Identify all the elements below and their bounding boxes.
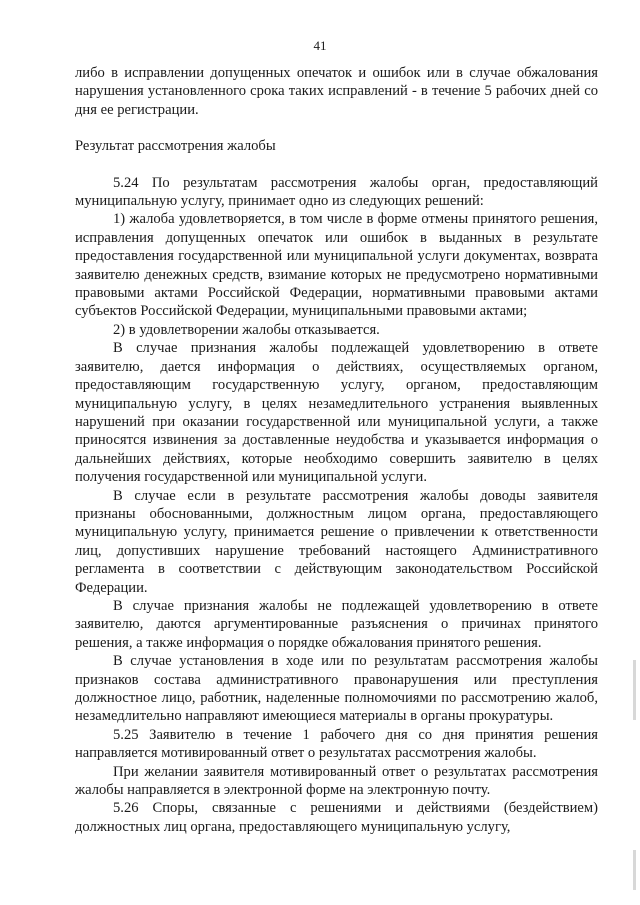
- paragraph-violation-signs: В случае установления в ходе или по результатам рассмотрения жалобы признаков состава административного правонарушения или преступления должностное лицо, работник, наделенные полномочиями по рассмотрению жалоб, незамедлительно направляют имеющиеся материалы в органы прокуратуры.: [75, 653, 598, 725]
- page-number: 41: [313, 38, 327, 53]
- paragraph-rejected-complaint: В случае признания жалобы не подлежащей удовлетворению в ответе заявителю, даются аргументированные разъяснения о причинах принятого решения, а также информация о порядке обжалования принятого решения.: [75, 597, 598, 651]
- paragraph-5-24: 5.24 По результатам рассмотрения жалобы орган, предоставляющий муниципальную услугу, принимает одно из следующих решений:: [75, 174, 598, 210]
- paragraph-justified-arguments: В случае если в результате рассмотрения жалобы доводы заявителя признаны обоснованными, должностным лицом органа, предоставляющего муниципальную услугу, принимается решение о привлечении к ответственности лиц, допустивших нарушение требований настоящего Административного регламента в соответствии с действующим законодательством Российской Федерации.: [75, 487, 598, 596]
- document-body: [75, 64, 598, 836]
- intro-paragraph: либо в исправлении допущенных опечаток и ошибок или в случае обжалования нарушения установленного срока таких исправлений - в течение 5 рабочих дней со дня ее регистрации.: [75, 65, 598, 118]
- list-item-2: 2) в удовлетворении жалобы отказывается.: [113, 321, 380, 338]
- scan-edge-mark: [633, 850, 636, 890]
- paragraph-satisfied-complaint: В случае признания жалобы подлежащей удовлетворению в ответе заявителю, дается информация о действиях, осуществляемых органом, предоставляющим государственную услугу, органом, предоставляющим муниципальную услугу, в целях незамедлительного устранения выявленных нарушений при оказании государственной или муниципальной услуги, а также приносятся извинения за доставленные неудобства и указывается информация о дальнейших действиях, которые необходимо совершить заявителю в целях получения государственной или муниципальной услуги.: [75, 340, 598, 486]
- paragraph-electronic-answer: При желании заявителя мотивированный ответ о результатах рассмотрения жалобы направляется в электронной форме на электронную почту.: [75, 763, 598, 799]
- list-item-1: 1) жалоба удовлетворяется, в том числе в форме отмены принятого решения, исправления допущенных опечаток или ошибок в выданных в результате предоставления государственной или муниципальной услуги документах, возврата заявителю денежных средств, взимание которых не предусмотрено нормативными правовыми актами Российской Федерации, нормативными правовыми актами субъектов Российской Федерации, муниципальными правовыми актами;: [75, 211, 598, 320]
- paragraph-5-25: 5.25 Заявителю в течение 1 рабочего дня со дня принятия решения направляется мотивированный ответ о результатах рассмотрения жалобы.: [75, 726, 598, 762]
- paragraph-5-26: 5.26 Споры, связанные с решениями и действиями (бездействием) должностных лиц органа, предоставляющего муниципальную услугу,: [75, 800, 598, 835]
- section-heading: Результат рассмотрения жалобы: [75, 138, 276, 155]
- scan-edge-mark: [633, 660, 636, 720]
